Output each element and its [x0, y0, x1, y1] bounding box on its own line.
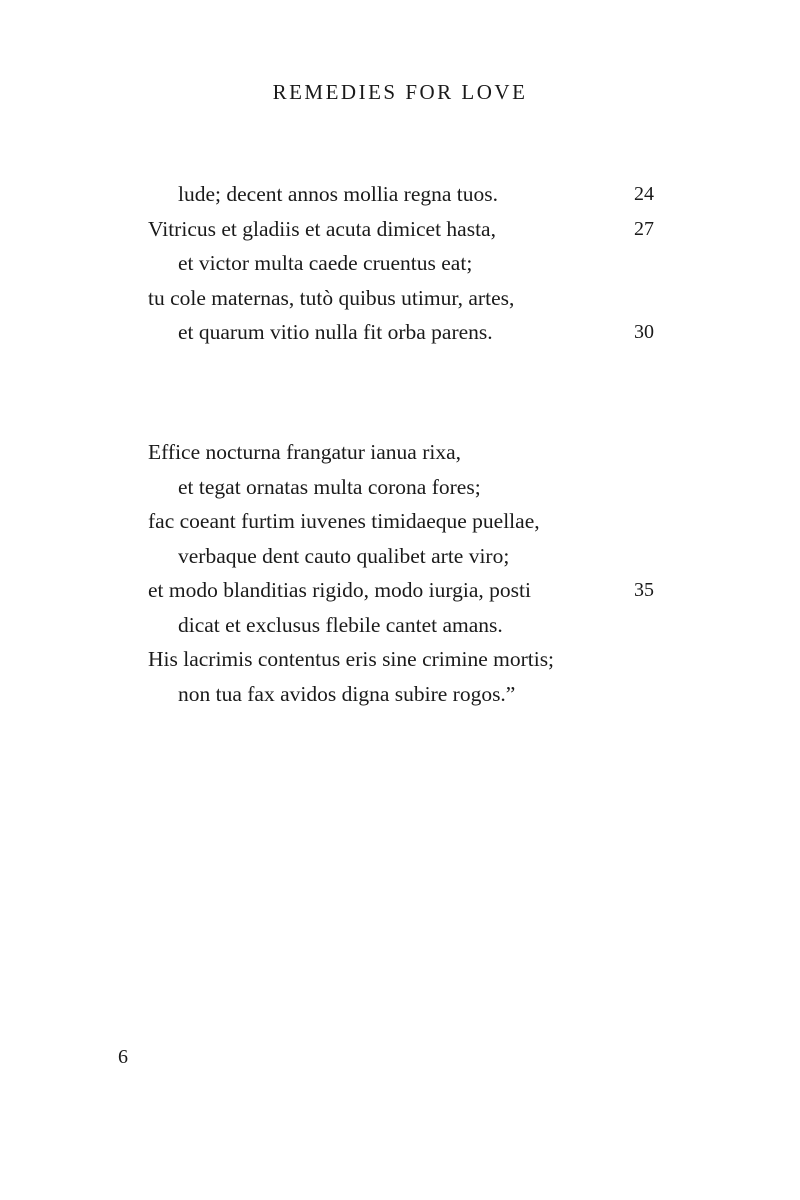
verse-line [148, 281, 668, 316]
line-number: 30 [634, 321, 654, 343]
verse-text: lude; decent annos mollia regna tuos. [178, 182, 499, 206]
verse-text: His lacrimis contentus eris sine crimine mortis; [148, 647, 555, 671]
verse-text: et victor multa caede cruentus eat; [178, 251, 473, 275]
verse-line [148, 435, 668, 470]
stanza-1 [148, 177, 668, 350]
line-number: 35 [634, 579, 654, 601]
verse-line [148, 504, 668, 539]
verse-line [148, 642, 668, 677]
verse-line [148, 608, 668, 643]
verse-line [148, 177, 668, 212]
verse-line [148, 573, 668, 608]
page-number: 6 [118, 1046, 128, 1068]
verse-text: verbaque dent cauto qualibet arte viro; [178, 543, 510, 568]
verse-text: et modo blanditias rigido, modo iurgia, posti [148, 578, 531, 602]
stanza-2 [148, 435, 668, 711]
verse-text: non tua fax avidos digna subire rogos.” [178, 681, 516, 706]
verse-line [148, 246, 668, 281]
verse-text: Vitricus et gladiis et acuta dimicet hasta, [148, 216, 496, 241]
line-number: 27 [634, 217, 654, 240]
verse-line [148, 212, 668, 247]
verse-line [148, 539, 668, 574]
verse-text: dicat et exclusus flebile cantet amans. [178, 612, 503, 637]
verse-line [148, 677, 668, 712]
line-number: 24 [634, 183, 654, 205]
verse-text: Effice nocturna frangatur ianua rixa, [148, 440, 461, 464]
verse-text: et quarum vitio nulla fit orba parens. [178, 320, 493, 344]
verse-line [148, 470, 668, 505]
running-head: REMEDIES FOR LOVE [272, 80, 528, 104]
verse-text: tu cole maternas, tutò quibus utimur, artes, [148, 285, 515, 310]
verse-text: et tegat ornatas multa corona fores; [178, 474, 481, 499]
verse-text: fac coeant furtim iuvenes timidaeque puellae, [148, 509, 540, 533]
verse-line [148, 315, 668, 350]
